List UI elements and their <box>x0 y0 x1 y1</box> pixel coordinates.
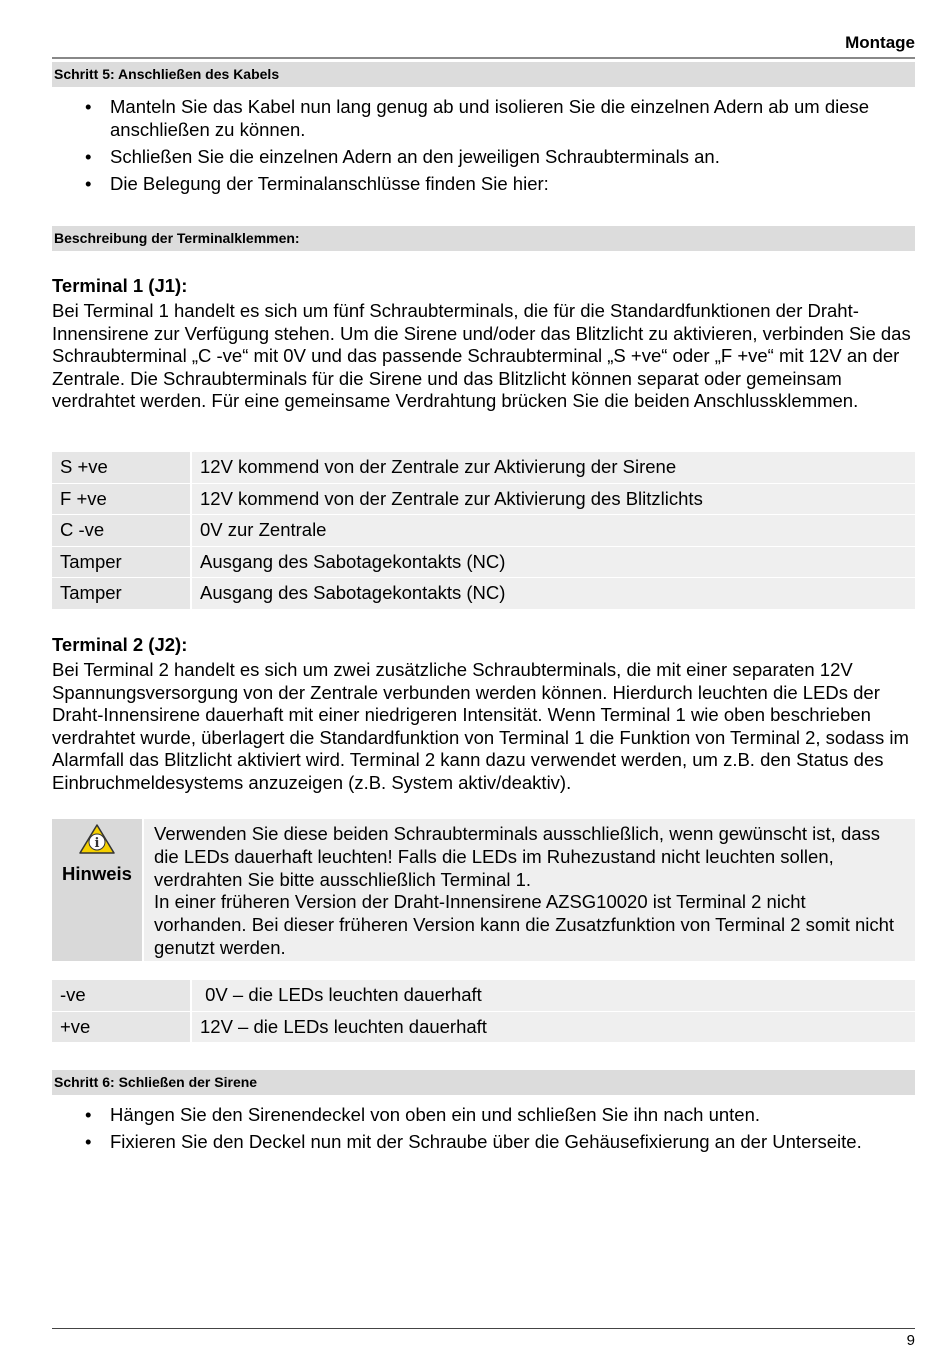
svg-text:i: i <box>94 836 100 851</box>
terminal2-table <box>52 980 915 1043</box>
page-header-title: Montage <box>845 33 915 52</box>
terminal1-table <box>52 452 915 610</box>
table-row <box>52 578 915 610</box>
list-item: • Schließen Sie die einzelnen Adern an den jeweiligen Schraubterminals an. <box>85 145 720 167</box>
table-cell-value: 12V – die LEDs leuchten dauerhaft <box>191 1011 915 1043</box>
section-heading-step6: Schritt 6: Schließen der Sirene <box>52 1070 915 1095</box>
note-content <box>144 819 915 961</box>
table-row <box>52 980 915 1011</box>
header-divider <box>52 57 915 59</box>
table-cell-key: C -ve <box>52 515 191 547</box>
table-row <box>52 452 915 483</box>
terminal1-paragraph: Bei Terminal 1 handelt es sich um fünf Schraubterminals, die für die Standardfunktionen der Draht-Innensirene zur Verfügung stehen. Um die Sirene und/oder das Blitzlicht zu aktivieren, verbinden Sie das Schraubterminal „C -ve“ mit 0V und das passende Schraubterminal „S +ve“ oder „F +ve“ mit 12V an der Zentrale. Die Schraubterminals für die Sirene und das Blitzlicht können separat oder gemeinsam verdrahtet werden. Für eine gemeinsame Verdrahtung brücken Sie die beiden Anschlussklemmen. <box>52 300 911 411</box>
table-row <box>52 1011 915 1043</box>
table-cell-value: 0V – die LEDs leuchten dauerhaft <box>191 980 915 1011</box>
table-cell-key: +ve <box>52 1011 191 1043</box>
list-item: • Die Belegung der Terminalanschlüsse finden Sie hier: <box>85 172 549 194</box>
section-heading-step5: Schritt 5: Anschließen des Kabels <box>52 62 915 87</box>
table-cell-value: Ausgang des Sabotagekontakts (NC) <box>191 578 915 610</box>
terminal1-heading: Terminal 1 (J1): <box>52 275 188 296</box>
section-heading-terminal-desc: Beschreibung der Terminalklemmen: <box>52 226 915 251</box>
table-cell-key: Tamper <box>52 546 191 578</box>
terminal2-heading: Terminal 2 (J2): <box>52 634 188 655</box>
footer-divider <box>52 1328 915 1329</box>
list-item: • Hängen Sie den Sirenendeckel von oben ein und schließen Sie ihn nach unten. <box>85 1104 761 1125</box>
table-cell-key: S +ve <box>52 452 191 483</box>
table-cell-key: -ve <box>52 980 191 1011</box>
table-row <box>52 483 915 515</box>
note-label-column <box>52 819 142 961</box>
warning-info-icon <box>52 824 142 859</box>
list-item: • Manteln Sie das Kabel nun lang genug ab und isolieren Sie die einzelnen Adern ab um diese anschließen zu können. <box>85 96 870 140</box>
table-row <box>52 546 915 578</box>
list-item: • Fixieren Sie den Deckel nun mit der Schraube über die Gehäusefixierung an der Unterseite. <box>85 1131 862 1152</box>
note-text-1: Verwenden Sie diese beiden Schraubterminals ausschließlich, wenn gewünscht ist, dass die LEDs dauerhaft leuchten! Falls die LEDs im Ruhezustand nicht leuchten sollen, verdrahten Sie bitte ausschließlich Terminal 1. <box>154 823 881 890</box>
table-cell-value: 0V zur Zentrale <box>191 515 915 547</box>
note-text-2: In einer früheren Version der Draht-Innensirene AZSG10020 ist Terminal 2 nicht vorhanden. Bei dieser früheren Version kann die Zusatzfunktion von Terminal 2 somit nicht genutzt werden. <box>154 891 895 958</box>
terminal2-paragraph: Bei Terminal 2 handelt es sich um zwei zusätzliche Schraubterminals, die mit einer separaten 12V Spannungsversorgung von der Zentrale verbunden werden können. Hierdurch leuchten die LEDs der Draht-Innensirene dauerhaft mit einer niedrigeren Intensität. Wenn Terminal 1 wie oben beschrieben verdrahtet wurde, überlagert die Standardfunktion von Terminal 1 die Funktion von Terminal 2, sodass im Alarmfall das Blitzlicht aktiviert wird. Terminal 2 kann dazu verwendet werden, um z.B. den Status des Einbruchmeldesystems anzuzeigen (z.B. System aktiv/deaktiv). <box>52 659 909 793</box>
note-label: Hinweis <box>62 863 132 884</box>
hinweis-note-box <box>52 819 915 961</box>
table-cell-value: Ausgang des Sabotagekontakts (NC) <box>191 546 915 578</box>
step5-bullet-list <box>52 96 915 200</box>
table-row <box>52 515 915 547</box>
table-cell-key: F +ve <box>52 483 191 515</box>
table-cell-key: Tamper <box>52 578 191 610</box>
table-cell-value: 12V kommend von der Zentrale zur Aktivierung der Sirene <box>191 452 915 483</box>
page-number: 9 <box>906 1332 915 1349</box>
table-cell-value: 12V kommend von der Zentrale zur Aktivierung des Blitzlichts <box>191 483 915 515</box>
step6-bullet-list <box>52 1104 915 1158</box>
